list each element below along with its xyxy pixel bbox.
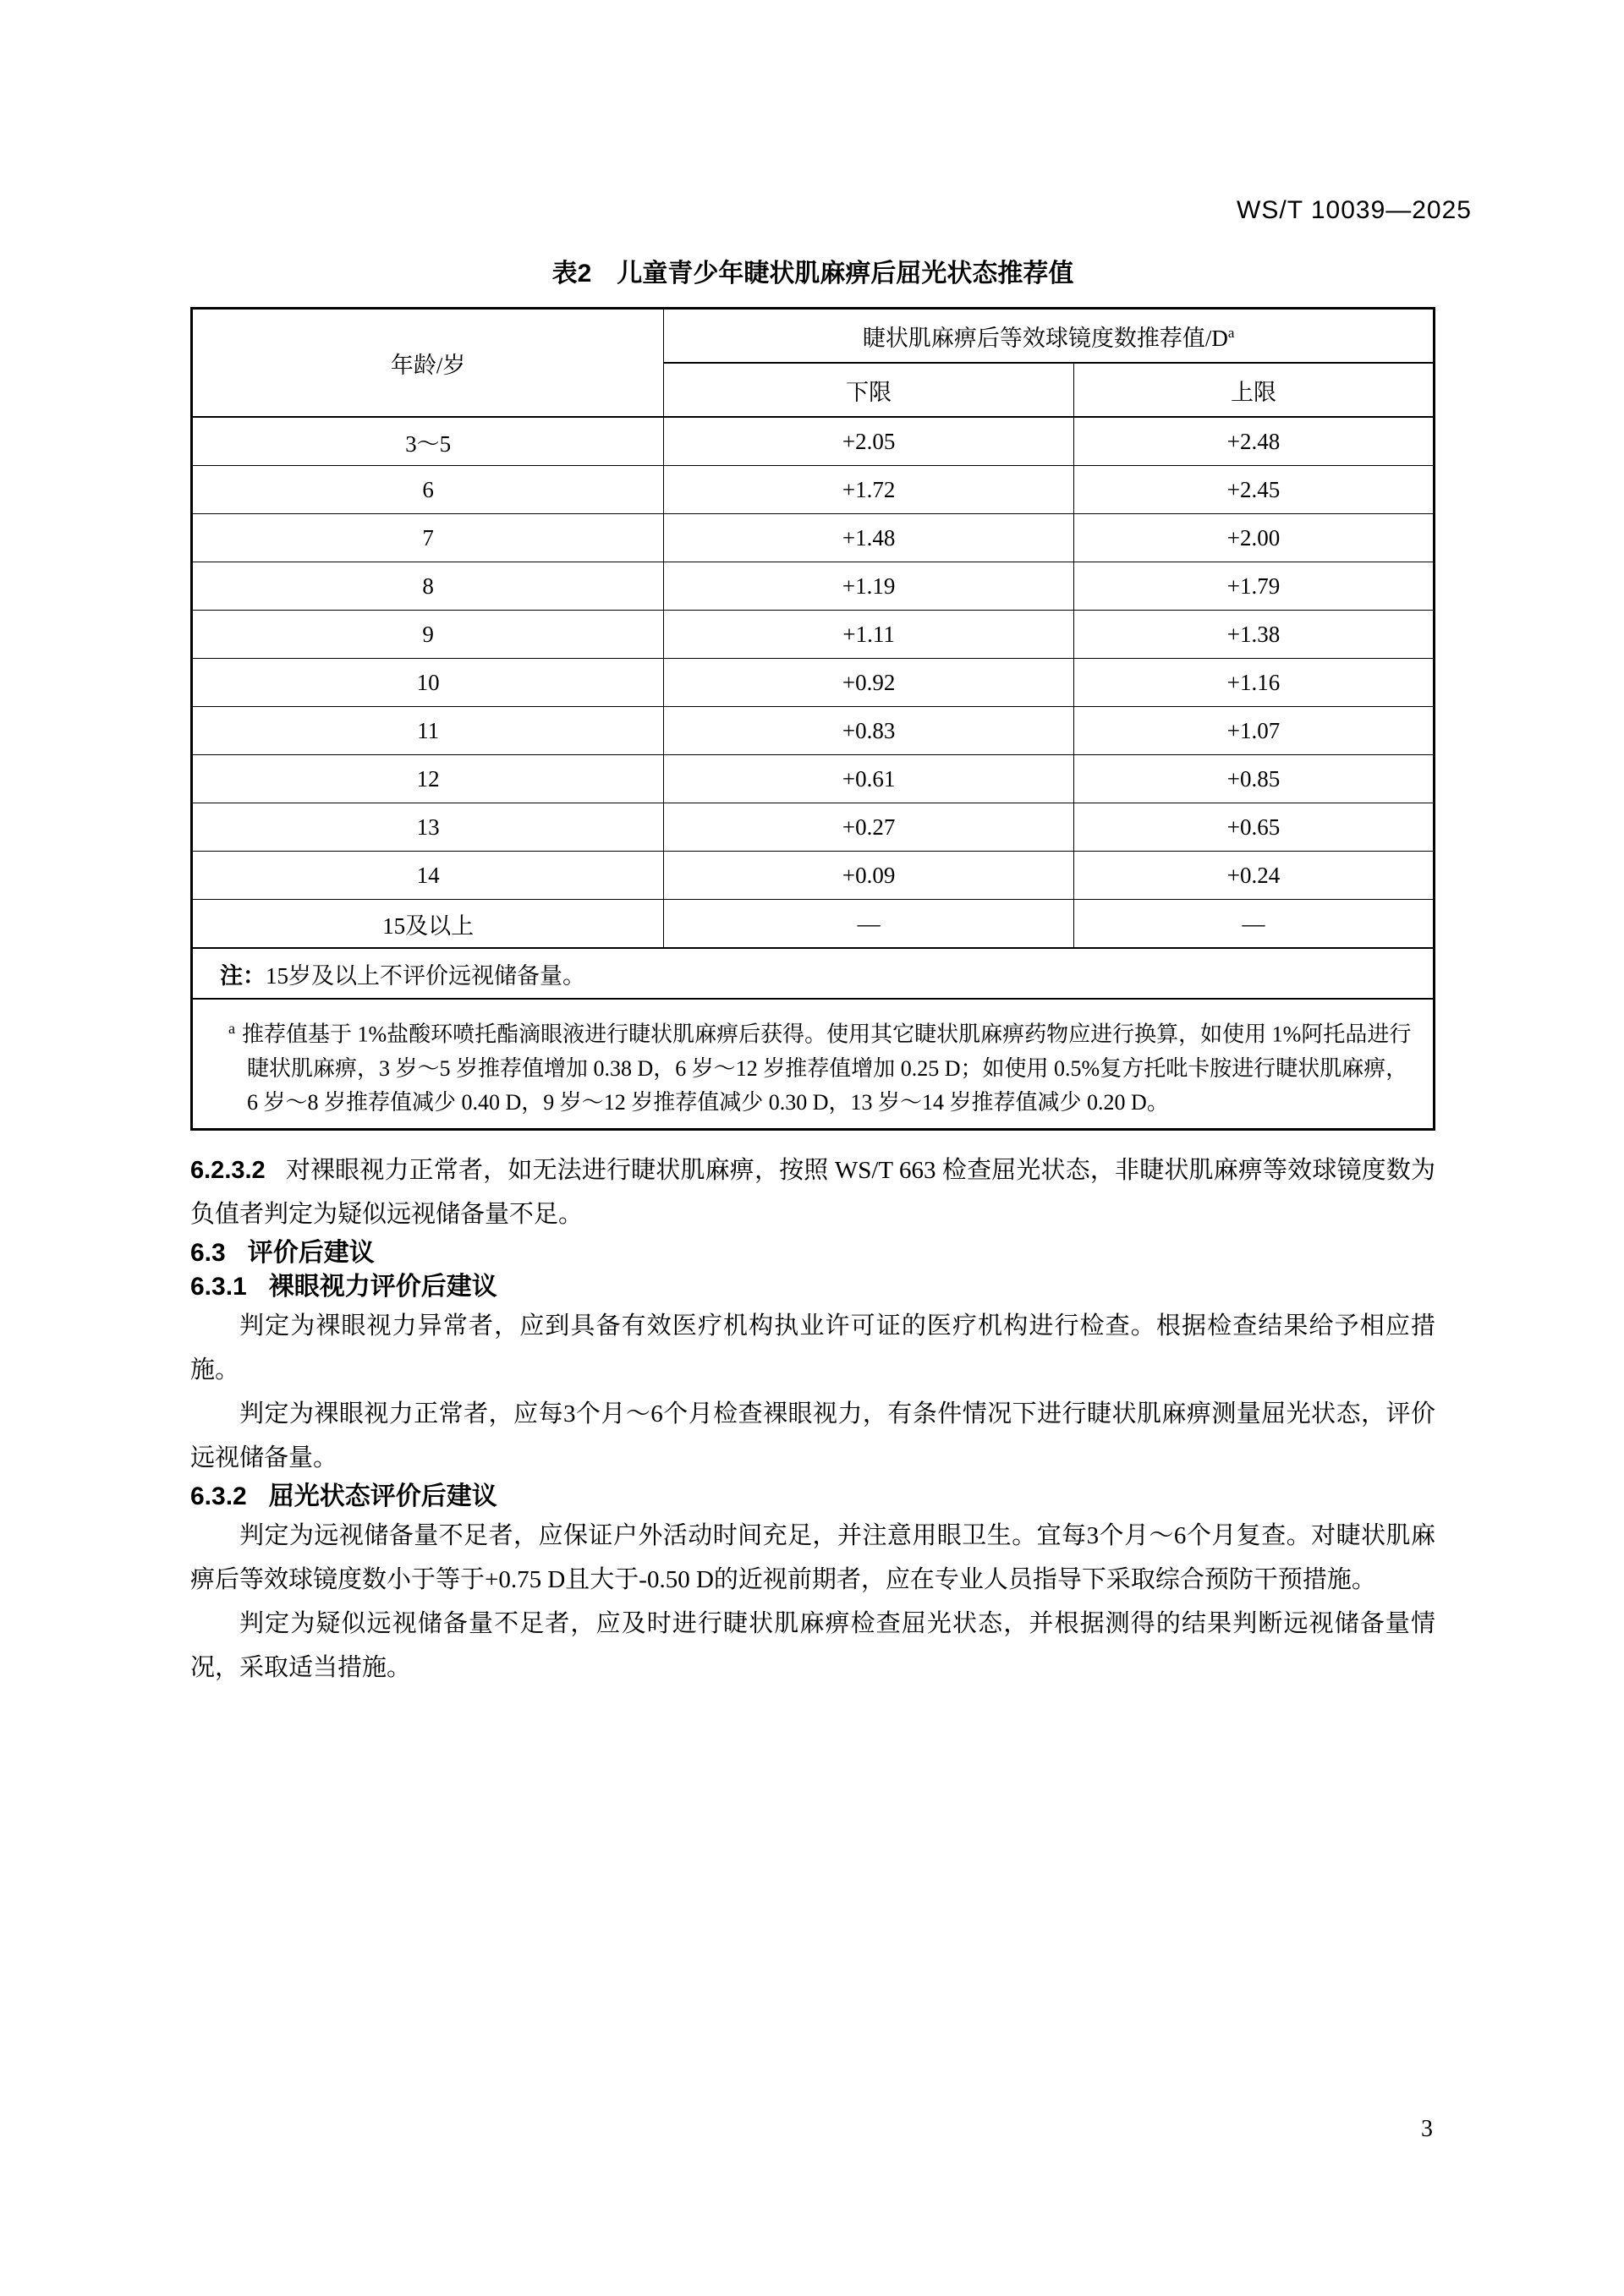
table-row [192,611,1435,659]
heading-6-3-title: 评价后建议 [247,1239,375,1267]
clause-6232-paragraph [190,1148,1435,1236]
heading-6-3-1 [190,1270,1435,1304]
lower-cell: +1.72 [664,466,1074,514]
lower-limit-header: 下限 [664,363,1074,417]
heading-6-3-2 [190,1480,1435,1514]
table-row [192,659,1435,707]
table-footnote-row [192,999,1435,1129]
clause-6232-text: 对裸眼视力正常者，如无法进行睫状肌麻痹，按照 WS/T 663 检查屈光状态，非睫状肌麻痹等效球镜度数为负值者判定为疑似远视储备量不足。 [190,1157,1435,1228]
table-header-row-1 [192,309,1435,364]
paragraph-631-1: 判定为裸眼视力异常者，应到具备有效医疗机构执业许可证的医疗机构进行检查。根据检查结果给予相应措施。 [190,1312,1435,1384]
lower-cell: +1.48 [664,514,1074,562]
upper-cell: +1.79 [1073,562,1434,611]
upper-cell: +0.24 [1073,852,1434,900]
table-caption: 表2 儿童青少年睫状肌麻痹后屈光状态推荐值 [551,260,1074,288]
group-column-header [664,309,1435,364]
age-cell: 12 [192,755,664,803]
note-label: 注： [220,962,266,989]
table-note-row [192,948,1435,999]
table-row [192,707,1435,755]
table-footnote [192,999,1435,1129]
note-text: 15岁及以上不评价远视储备量。 [266,962,585,989]
table-row [192,852,1435,900]
upper-cell: +2.00 [1073,514,1434,562]
age-cell: 3～5 [192,417,664,466]
heading-6-3-1-number: 6.3.1 [190,1273,247,1301]
heading-6-3-number: 6.3 [190,1239,226,1267]
upper-cell: +1.07 [1073,707,1434,755]
lower-cell: +0.92 [664,659,1074,707]
table-row [192,900,1435,949]
heading-6-3-2-title: 屈光状态评价后建议 [268,1482,497,1510]
age-cell: 14 [192,852,664,900]
upper-cell: +1.16 [1073,659,1434,707]
age-cell: 8 [192,562,664,611]
table-row [192,755,1435,803]
heading-6-3-2-number: 6.3.2 [190,1482,247,1510]
lower-cell: +0.83 [664,707,1074,755]
table-row [192,417,1435,466]
body-text [190,1148,1435,1690]
lower-cell: — [664,900,1074,949]
footnote-ref-a: a [1227,324,1235,341]
table-row [192,466,1435,514]
lower-cell: +0.61 [664,755,1074,803]
table-row [192,514,1435,562]
lower-cell: +2.05 [664,417,1074,466]
table-row [192,803,1435,852]
paragraph-632-1: 判定为远视储备量不足者，应保证户外活动时间充足，并注意用眼卫生。宜每3个月～6个月复查。对睫状肌麻痹后等效球镜度数小于等于+0.75 D且大于-0.50 D的近视前期者，应在专业人员指导下采取综合预防干预措施。 [190,1522,1435,1593]
upper-cell: +0.65 [1073,803,1434,852]
upper-cell: +0.85 [1073,755,1434,803]
age-column-header: 年龄/岁 [192,309,664,418]
paragraph-631-2: 判定为裸眼视力正常者，应每3个月～6个月检查裸眼视力，有条件情况下进行睫状肌麻痹测量屈光状态，评价远视储备量。 [190,1400,1435,1471]
upper-cell: — [1073,900,1434,949]
table-note [192,948,1435,999]
heading-6-3 [190,1236,1435,1270]
age-cell: 13 [192,803,664,852]
upper-cell: +1.38 [1073,611,1434,659]
upper-cell: +2.48 [1073,417,1434,466]
age-cell: 11 [192,707,664,755]
group-header-text: 睫状肌麻痹后等效球镜度数推荐值/D [862,325,1228,351]
age-cell: 9 [192,611,664,659]
page-number: 3 [1421,2116,1433,2142]
lower-cell: +1.19 [664,562,1074,611]
standard-number: WS/T 10039—2025 [1237,196,1472,224]
footnote-text: 推荐值基于 1%盐酸环喷托酯滴眼液进行睫状肌麻痹后获得。使用其它睫状肌麻痹药物应进行换算，如使用 1%阿托品进行睫状肌麻痹，3 岁～5 岁推荐值增加 0.38 D，6 岁～12 岁推荐值增加 0.25 D；如使用 0.5%复方托吡卡胺进行睫状肌麻痹，6 岁～8 岁推荐值减少 0.40 D，9 岁～12 岁推荐值减少 0.30 D，13 岁～14 岁推荐值减少 0.20 D。 [242,1022,1412,1115]
lower-cell: +1.11 [664,611,1074,659]
age-cell: 15及以上 [192,900,664,949]
upper-cell: +2.45 [1073,466,1434,514]
footnote-marker-a: a [228,1020,235,1037]
recommended-values-table [190,307,1435,1131]
lower-cell: +0.27 [664,803,1074,852]
lower-cell: +0.09 [664,852,1074,900]
upper-limit-header: 上限 [1073,363,1434,417]
heading-6-3-1-title: 裸眼视力评价后建议 [268,1273,497,1301]
clause-6232-number: 6.2.3.2 [190,1157,266,1184]
age-cell: 7 [192,514,664,562]
age-cell: 10 [192,659,664,707]
table-row [192,562,1435,611]
paragraph-632-2: 判定为疑似远视储备量不足者，应及时进行睫状肌麻痹检查屈光状态，并根据测得的结果判断远视储备量情况，采取适当措施。 [190,1610,1435,1681]
age-cell: 6 [192,466,664,514]
